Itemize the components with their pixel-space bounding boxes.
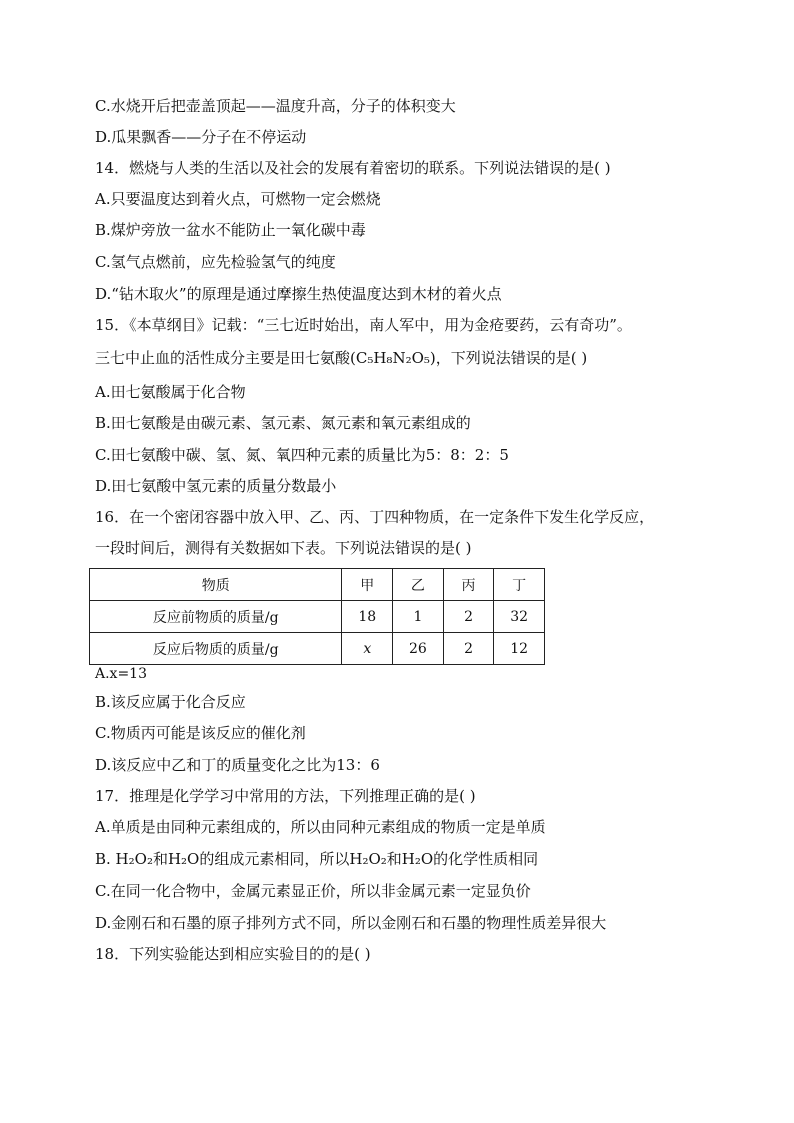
option-13d: D.瓜果飘香——分子在不停运动 bbox=[95, 128, 307, 146]
table-header-cell: 丁 bbox=[494, 569, 545, 601]
table-row bbox=[90, 633, 545, 665]
option-14c: C.氢气点燃前，应先检验氢气的纯度 bbox=[95, 253, 336, 271]
table-header-cell: 丙 bbox=[443, 569, 494, 601]
table-cell: 2 bbox=[443, 633, 494, 665]
table-cell: x bbox=[342, 633, 393, 665]
question-17: 17．推理是化学学习中常用的方法，下列推理正确的是( ) bbox=[95, 787, 476, 805]
question-16-line1: 16．在一个密闭容器中放入甲、乙、丙、丁四种物质，在一定条件下发生化学反应， bbox=[95, 508, 655, 526]
option-17b: B. H₂O₂和H₂O的组成元素相同，所以H₂O₂和H₂O的化学性质相同 bbox=[95, 850, 539, 868]
table-cell: 32 bbox=[494, 601, 545, 633]
option-15a: A.田七氨酸属于化合物 bbox=[95, 383, 246, 401]
table-cell: 26 bbox=[393, 633, 444, 665]
option-17d: D.金刚石和石墨的原子排列方式不同，所以金刚石和石墨的物理性质差异很大 bbox=[95, 914, 607, 932]
option-15b: B.田七氨酸是由碳元素、氢元素、氮元素和氧元素组成的 bbox=[95, 414, 471, 432]
question-15-line2: 三七中止血的活性成分主要是田七氨酸(C₅H₈N₂O₅)，下列说法错误的是( ) bbox=[95, 349, 588, 367]
option-16a: A.x=13 bbox=[95, 666, 148, 682]
question-18: 18．下列实验能达到相应实验目的的是( ) bbox=[95, 945, 371, 963]
option-16d: D.该反应中乙和丁的质量变化之比为13：6 bbox=[95, 756, 380, 774]
question-16-line2: 一段时间后，测得有关数据如下表。下列说法错误的是( ) bbox=[95, 539, 472, 557]
table-cell: 12 bbox=[494, 633, 545, 665]
mass-table bbox=[89, 568, 545, 665]
option-13c: C.水烧开后把壶盖顶起——温度升高，分子的体积变大 bbox=[95, 97, 456, 115]
table-header-cell: 甲 bbox=[342, 569, 393, 601]
table-row bbox=[90, 601, 545, 633]
option-14b: B.煤炉旁放一盆水不能防止一氧化碳中毒 bbox=[95, 221, 366, 239]
table-header-cell: 物质 bbox=[90, 569, 342, 601]
option-17c: C.在同一化合物中，金属元素显正价，所以非金属元素一定显负价 bbox=[95, 882, 531, 900]
option-16b: B.该反应属于化合反应 bbox=[95, 693, 246, 711]
option-17a: A.单质是由同种元素组成的，所以由同种元素组成的物质一定是单质 bbox=[95, 818, 546, 836]
option-14d: D.“钻木取火”的原理是通过摩擦生热使温度达到木材的着火点 bbox=[95, 285, 502, 303]
table-cell: 1 bbox=[393, 601, 444, 633]
table-cell: 18 bbox=[342, 601, 393, 633]
table-header-row bbox=[90, 569, 545, 601]
option-14a: A.只要温度达到着火点，可燃物一定会燃烧 bbox=[95, 190, 381, 208]
table-cell: 反应前物质的质量/g bbox=[90, 601, 342, 633]
option-15d: D.田七氨酸中氢元素的质量分数最小 bbox=[95, 477, 337, 495]
table-cell: 2 bbox=[443, 601, 494, 633]
table-header-cell: 乙 bbox=[393, 569, 444, 601]
question-14: 14．燃烧与人类的生活以及社会的发展有着密切的联系。下列说法错误的是( ) bbox=[95, 159, 611, 177]
table-cell: 反应后物质的质量/g bbox=[90, 633, 342, 665]
option-16c: C.物质丙可能是该反应的催化剂 bbox=[95, 724, 306, 742]
option-15c: C.田七氨酸中碳、氢、氮、氧四种元素的质量比为5：8：2：5 bbox=[95, 446, 509, 464]
question-15-line1: 15．《本草纲目》记载：“三七近时始出，南人军中，用为金疮要药，云有奇功”。 bbox=[95, 316, 632, 334]
